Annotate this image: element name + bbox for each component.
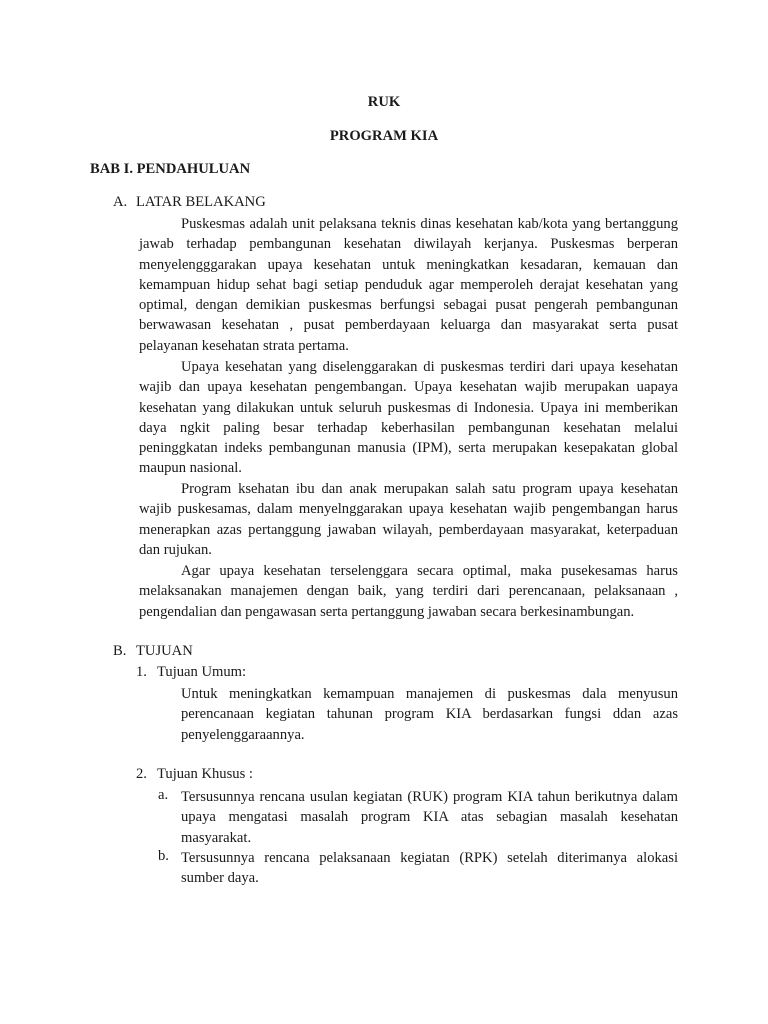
- section-a-paragraph-4: Agar upaya kesehatan terselenggara secara optimal, maka pusekesamas harus melaksanakan manajemen dengan baik, yang terdiri dari perencanaan, pelaksanaan , pengendalian dan pengawasan serta pertanggung jawaban secara berkesinambungan.: [139, 563, 678, 620]
- section-b-heading: TUJUAN: [136, 643, 193, 659]
- sub-a-marker: a.: [158, 787, 169, 803]
- item-2-heading: Tujuan Khusus :: [157, 766, 253, 782]
- section-a-paragraph-2: Upaya kesehatan yang diselenggarakan di puskesmas terdiri dari upaya kesehatan wajib dan upaya kesehatan pengembangan. Upaya kesehatan wajib merupakan uapaya kesehatan yang dilakukan untuk seluruh puskesmas di Indonesia. Upaya ini memberikan daya ngkit paling besar terhadap keberhasilan pembangunan kesehatan melalui peninggkatan indeks pembangunan manusia (IPM), serta merupakan kesepakatan global maupun nasional.: [139, 359, 678, 477]
- section-a-paragraph-3: Program ksehatan ibu dan anak merupakan salah satu program upaya kesehatan wajib puskesamas, dalam menyelnggarakan upaya kesehatan wajib pengembangan harus menerapkan azas pertanggung jawaban wilayah, pemberdayaan masyarakat, keterpaduan dan rujukan.: [139, 481, 678, 558]
- section-a-marker: A.: [113, 194, 128, 210]
- section-a-heading: LATAR BELAKANG: [136, 194, 266, 210]
- item-2-marker: 2.: [136, 766, 147, 782]
- document-title: RUK: [367, 94, 401, 110]
- section-b-marker: B.: [113, 643, 127, 659]
- item-1-marker: 1.: [136, 664, 147, 680]
- sub-b-marker: b.: [158, 848, 169, 864]
- section-a-paragraph-1: Puskesmas adalah unit pelaksana teknis dinas kesehatan kab/kota yang bertanggung jawab terhadap pembangunan kesehatan diwilayah kerjanya. Puskesmas berperan menyelengggarakan upaya kesehatan untuk meningkatkan kesadaran, kemauan dan kemampuan hidup sehat bagi setiap penduduk agar memperoleh derajat kesehatan yang optimal, dengan demikian puskesmas berfungsi sebagai pusat pengerah pembangunan berwawasan kesehatan , pusat pemberdayaan keluarga dan masyarakat serta pusat pelayanan kesehatan strata pertama.: [139, 216, 678, 354]
- item-1-heading: Tujuan Umum:: [157, 664, 247, 680]
- chapter-heading: BAB I. PENDAHULUAN: [90, 161, 251, 177]
- item-1-text: Untuk meningkatkan kemampuan manajemen di puskesmas dala menyusun perencanaan kegiatan tahunan program KIA berdasarkan fungsi ddan azas penyelenggaraannya.: [181, 686, 678, 743]
- sub-b-text: Tersusunnya rencana pelaksanaan kegiatan (RPK) setelah diterimanya alokasi sumber daya.: [181, 850, 678, 887]
- document-subtitle: PROGRAM KIA: [329, 128, 439, 144]
- sub-a-text: Tersusunnya rencana usulan kegiatan (RUK) program KIA tahun berikutnya dalam upaya mengatasi masalah program KIA atas sebagian masalah kesehatan masyarakat.: [181, 789, 678, 846]
